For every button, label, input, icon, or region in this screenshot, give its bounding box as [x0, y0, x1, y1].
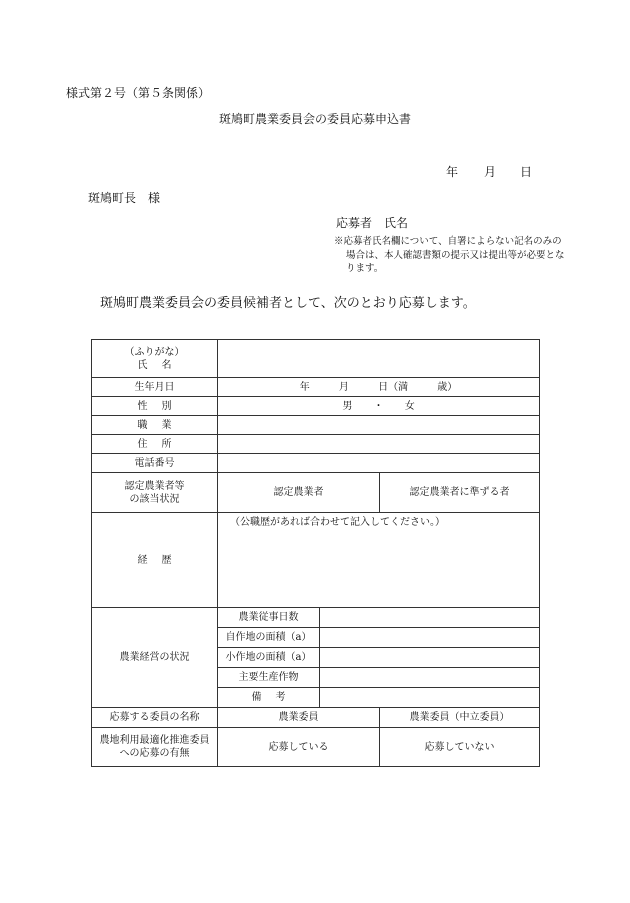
birth-day-label: 日（満	[378, 381, 409, 393]
table-row	[92, 608, 540, 628]
occupation-field[interactable]	[218, 416, 540, 435]
remarks-field[interactable]	[320, 688, 540, 708]
certified-label-cell	[92, 473, 218, 513]
gender-female-option[interactable]: 女	[404, 400, 415, 412]
committee-option-neutral[interactable]: 農業委員（中立委員）	[380, 708, 540, 728]
phone-label: 電話番号	[92, 454, 218, 473]
career-label: 経歴	[137, 554, 186, 566]
promoter-label: への応募の有無	[119, 748, 190, 759]
remarks-label: 備考	[251, 692, 300, 703]
birth-month-label: 月	[338, 381, 349, 393]
address-field[interactable]	[218, 435, 540, 454]
occupation-label: 職業	[137, 419, 186, 431]
gender-separator: ・	[373, 400, 384, 412]
farm-status-label: 農業経営の状況	[92, 608, 218, 708]
table-row	[92, 708, 540, 728]
birth-label: 生年月日	[92, 378, 218, 397]
career-note: （公職歴があれば合わせて記入してください。）	[230, 517, 445, 528]
certified-label: の該当状況	[129, 493, 180, 505]
table-row	[92, 473, 540, 513]
table-row	[92, 454, 540, 473]
name-field[interactable]	[218, 340, 540, 378]
own-land-label: 自作地の面積（a）	[218, 628, 320, 648]
note-line: ※応募者氏名欄について、自署によらない記名のみの	[334, 236, 562, 247]
certified-option-equivalent[interactable]: 認定農業者に準ずる者	[380, 473, 540, 513]
tenant-land-field[interactable]	[320, 648, 540, 668]
table-row	[92, 378, 540, 397]
promoter-label-cell	[92, 728, 218, 767]
birth-field[interactable]	[218, 378, 540, 397]
committee-type-label: 応募する委員の名称	[92, 708, 218, 728]
main-crops-field[interactable]	[320, 668, 540, 688]
gender-male-option[interactable]: 男	[342, 400, 353, 412]
declaration: 斑鳩町農業委員会の委員候補者として、次のとおり応募します。	[100, 296, 476, 311]
application-table	[91, 339, 540, 767]
table-row	[92, 340, 540, 378]
table-row	[92, 728, 540, 767]
note-line: ります。	[346, 263, 384, 274]
address-label: 住所	[137, 438, 186, 450]
date-year-label: 年	[446, 165, 459, 179]
table-row	[92, 416, 540, 435]
committee-option-member[interactable]: 農業委員	[218, 708, 380, 728]
page-title: 斑鳩町農業委員会の委員応募申込書	[218, 112, 411, 126]
date-month-label: 月	[484, 165, 497, 179]
name-label-cell	[92, 340, 218, 378]
career-field[interactable]	[218, 513, 540, 608]
farm-days-field[interactable]	[320, 608, 540, 628]
form-number: 様式第２号（第５条関係）	[66, 86, 211, 100]
name-label: 氏名	[137, 359, 186, 371]
addressee: 斑鳩町長 様	[88, 191, 161, 205]
birth-age-label: 歳）	[437, 381, 458, 393]
note-line: 場合は、本人確認書類の提示又は提出等が必要とな	[346, 249, 565, 261]
promoter-label: 農地利用最適化推進委員	[99, 735, 210, 746]
gender-label: 性別	[137, 400, 186, 412]
tenant-land-label: 小作地の面積（a）	[218, 648, 320, 668]
main-crops-label: 主要生産作物	[218, 668, 320, 688]
furigana-label: （ふりがな）	[124, 346, 185, 358]
gender-field[interactable]	[218, 397, 540, 416]
date-day-label: 日	[520, 165, 533, 179]
phone-field[interactable]	[218, 454, 540, 473]
table-row	[92, 435, 540, 454]
certified-label: 認定農業者等	[124, 480, 185, 492]
table-row	[92, 397, 540, 416]
promoter-option-yes[interactable]: 応募している	[218, 728, 380, 767]
certified-option-farmer[interactable]: 認定農業者	[218, 473, 380, 513]
table-row	[92, 513, 540, 608]
signature-note	[334, 235, 574, 276]
own-land-field[interactable]	[320, 628, 540, 648]
applicant-name-label: 応募者 氏名	[336, 216, 409, 230]
promoter-option-no[interactable]: 応募していない	[380, 728, 540, 767]
birth-year-label: 年	[299, 381, 310, 393]
farm-days-label: 農業従事日数	[218, 608, 320, 628]
